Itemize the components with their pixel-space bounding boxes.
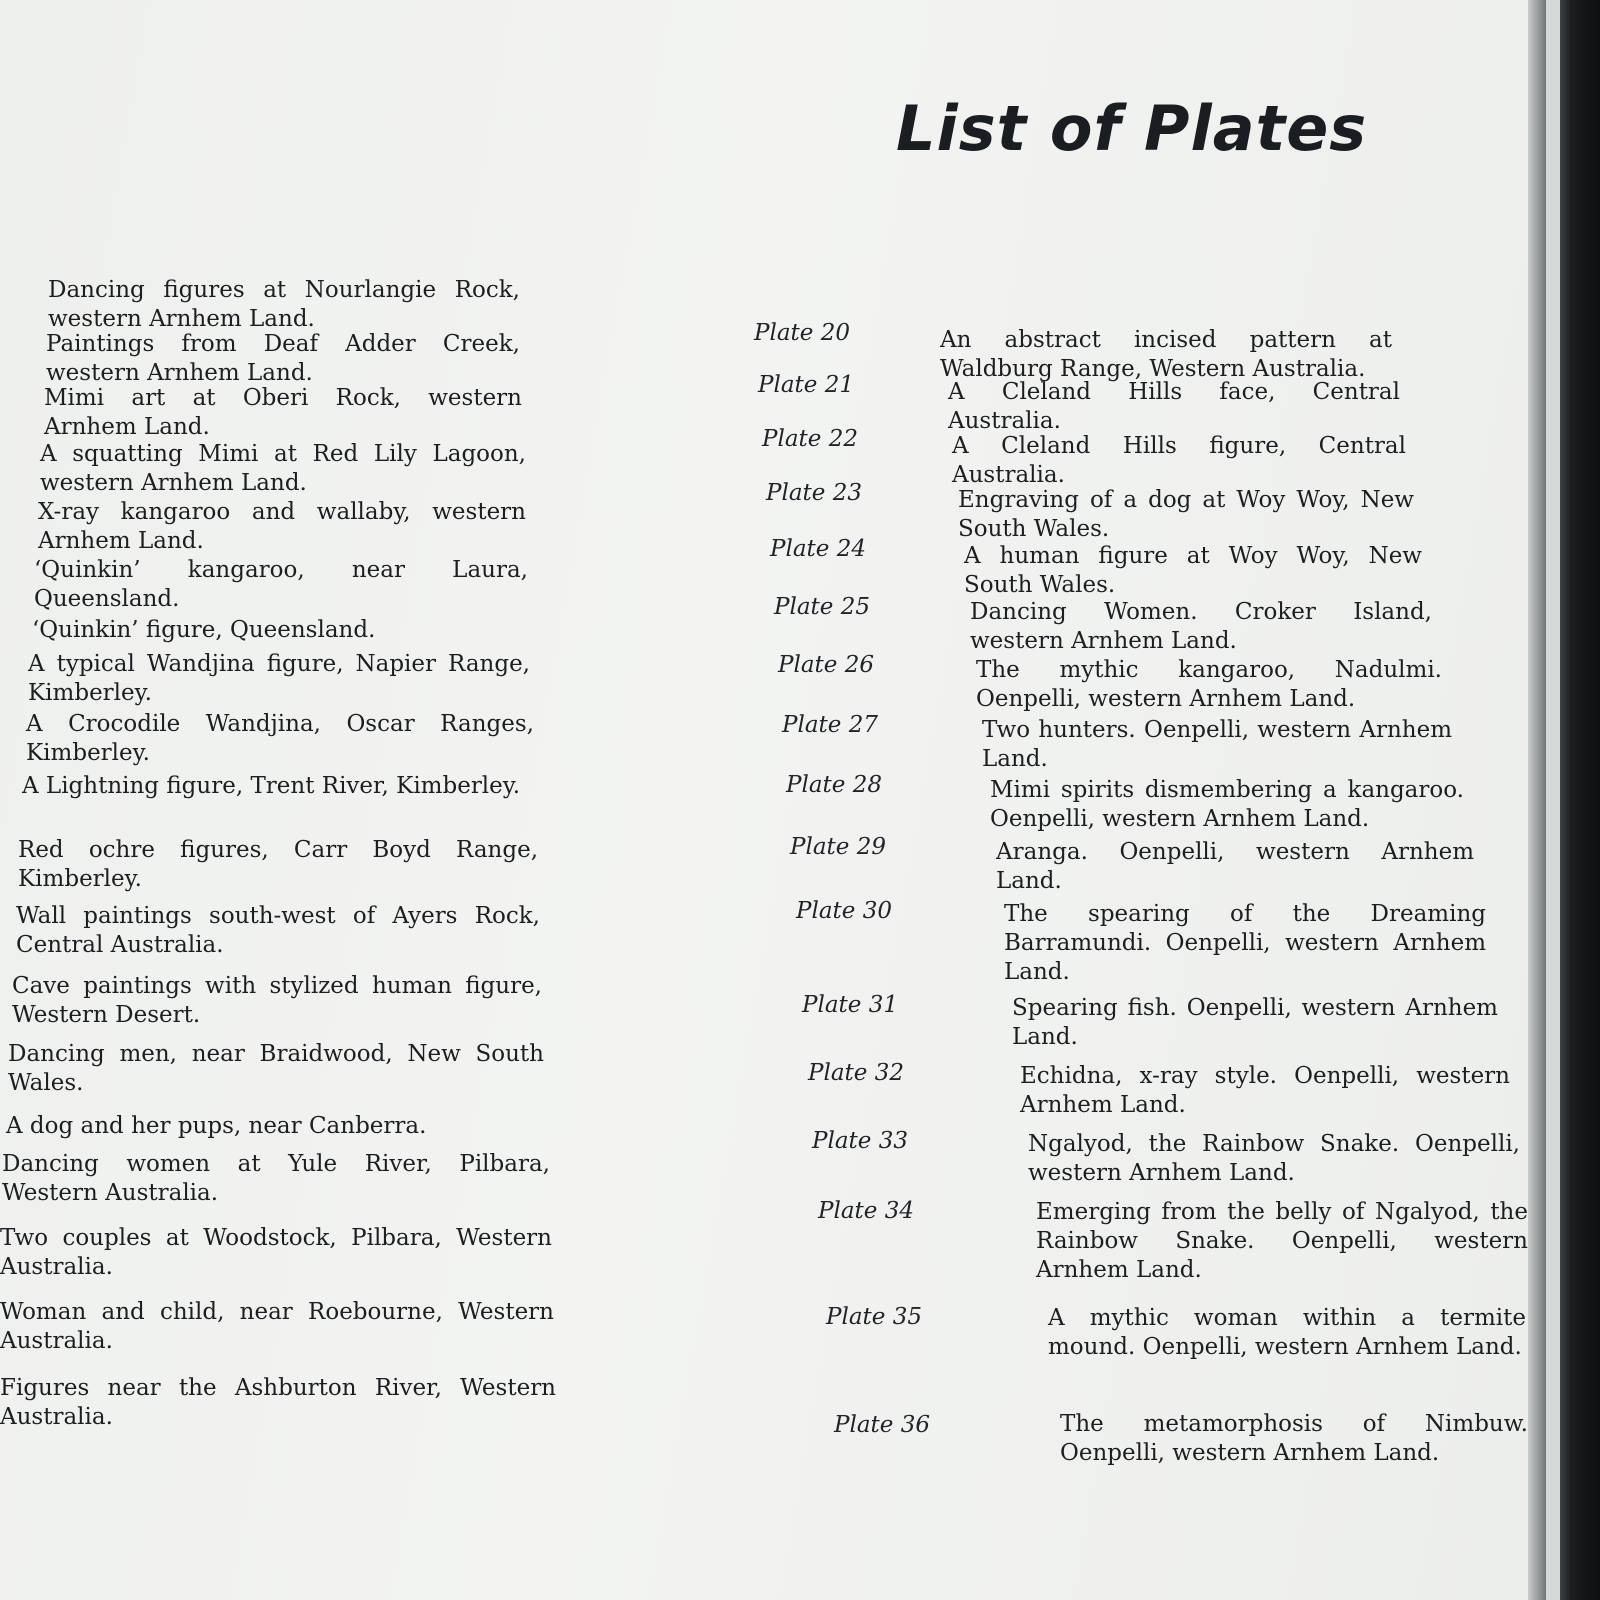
plate-caption: Engraving of a dog at Woy Woy, New South Wales. — [958, 487, 1414, 542]
left-entry: A Lightning figure, Trent River, Kimberley. — [22, 773, 521, 799]
left-entry: Dancing figures at Nourlangie Rock, western Arnhem Land. — [48, 277, 520, 332]
plate-caption: An abstract incised pattern at Waldburg Range, Western Australia. — [940, 327, 1392, 382]
plate-caption: Aranga. Oenpelli, western Arnhem Land. — [996, 839, 1474, 894]
plate-label: Plate 27 — [782, 712, 878, 738]
left-entry: Mimi art at Oberi Rock, western Arnhem Land. — [44, 385, 522, 440]
plate-label: Plate 28 — [786, 772, 882, 798]
plate-label: Plate 23 — [766, 480, 862, 506]
plate-caption: Dancing Women. Croker Island, western Arnhem Land. — [970, 599, 1432, 654]
page-title: List of Plates — [896, 92, 1368, 165]
plate-caption: A mythic woman within a termite mound. Oenpelli, western Arnhem Land. — [1048, 1305, 1526, 1360]
left-entry: X-ray kangaroo and wallaby, western Arnhem Land. — [38, 499, 526, 554]
plate-label: Plate 22 — [762, 426, 858, 452]
plate-label: Plate 26 — [778, 652, 874, 678]
left-entry: A dog and her pups, near Canberra. — [6, 1113, 427, 1139]
plate-caption: Spearing fish. Oenpelli, western Arnhem Land. — [1012, 995, 1498, 1050]
plate-label: Plate 31 — [802, 992, 898, 1018]
left-column — [0, 0, 580, 1600]
plate-caption: Mimi spirits dismembering a kangaroo. Oenpelli, western Arnhem Land. — [990, 777, 1464, 832]
plate-caption: A Cleland Hills face, Central Australia. — [948, 379, 1400, 434]
left-entry: Woman and child, near Roebourne, Western Australia. — [0, 1299, 554, 1354]
left-entry: A typical Wandjina figure, Napier Range, Kimberley. — [28, 651, 530, 706]
plate-caption: The mythic kangaroo, Nadulmi. Oenpelli, western Arnhem Land. — [976, 657, 1442, 712]
left-entry: ‘Quinkin’ kangaroo, near Laura, Queensland. — [34, 557, 528, 612]
next-page-edge — [1546, 0, 1560, 1600]
plate-label: Plate 32 — [808, 1060, 904, 1086]
plate-caption: Ngalyod, the Rainbow Snake. Oenpelli, western Arnhem Land. — [1028, 1131, 1520, 1186]
left-entry: Paintings from Deaf Adder Creek, western Arnhem Land. — [46, 331, 520, 386]
plate-caption: Two hunters. Oenpelli, western Arnhem Land. — [982, 717, 1452, 772]
plate-label: Plate 30 — [796, 898, 892, 924]
plate-label: Plate 35 — [826, 1304, 922, 1330]
plate-label: Plate 29 — [790, 834, 886, 860]
plate-label: Plate 25 — [774, 594, 870, 620]
left-entry: Cave paintings with stylized human figure, Western Desert. — [12, 973, 542, 1028]
plate-caption: Emerging from the belly of Ngalyod, the Rainbow Snake. Oenpelli, western Arnhem Land. — [1036, 1199, 1528, 1283]
left-entry: Dancing women at Yule River, Pilbara, Western Australia. — [2, 1151, 550, 1206]
left-entry: Figures near the Ashburton River, Western Australia. — [0, 1375, 556, 1430]
plate-caption: A Cleland Hills figure, Central Australia. — [952, 433, 1406, 488]
left-entry: Wall paintings south-west of Ayers Rock, Central Australia. — [16, 903, 540, 958]
left-entry: ‘Quinkin’ figure, Queensland. — [32, 617, 376, 643]
plate-label: Plate 20 — [754, 320, 850, 346]
left-entry: Two couples at Woodstock, Pilbara, Western Australia. — [0, 1225, 552, 1280]
plate-label: Plate 33 — [812, 1128, 908, 1154]
plate-label: Plate 21 — [758, 372, 854, 398]
right-column — [740, 0, 1560, 1600]
left-entry: Dancing men, near Braidwood, New South Wales. — [8, 1041, 544, 1096]
plate-label: Plate 34 — [818, 1198, 914, 1224]
page-edge-shadow — [1528, 0, 1600, 1600]
plate-caption: A human figure at Woy Woy, New South Wales. — [964, 543, 1422, 598]
left-entry: A squatting Mimi at Red Lily Lagoon, western Arnhem Land. — [40, 441, 526, 496]
left-entry: Red ochre figures, Carr Boyd Range, Kimberley. — [18, 837, 538, 892]
plate-caption: Echidna, x-ray style. Oenpelli, western Arnhem Land. — [1020, 1063, 1510, 1118]
left-entry: A Crocodile Wandjina, Oscar Ranges, Kimberley. — [26, 711, 534, 766]
plate-caption: The metamorphosis of Nimbuw. Oenpelli, western Arnhem Land. — [1060, 1411, 1528, 1466]
plate-caption: The spearing of the Dreaming Barramundi. Oenpelli, western Arnhem Land. — [1004, 901, 1486, 985]
plate-label: Plate 24 — [770, 536, 866, 562]
plate-label: Plate 36 — [834, 1412, 930, 1438]
